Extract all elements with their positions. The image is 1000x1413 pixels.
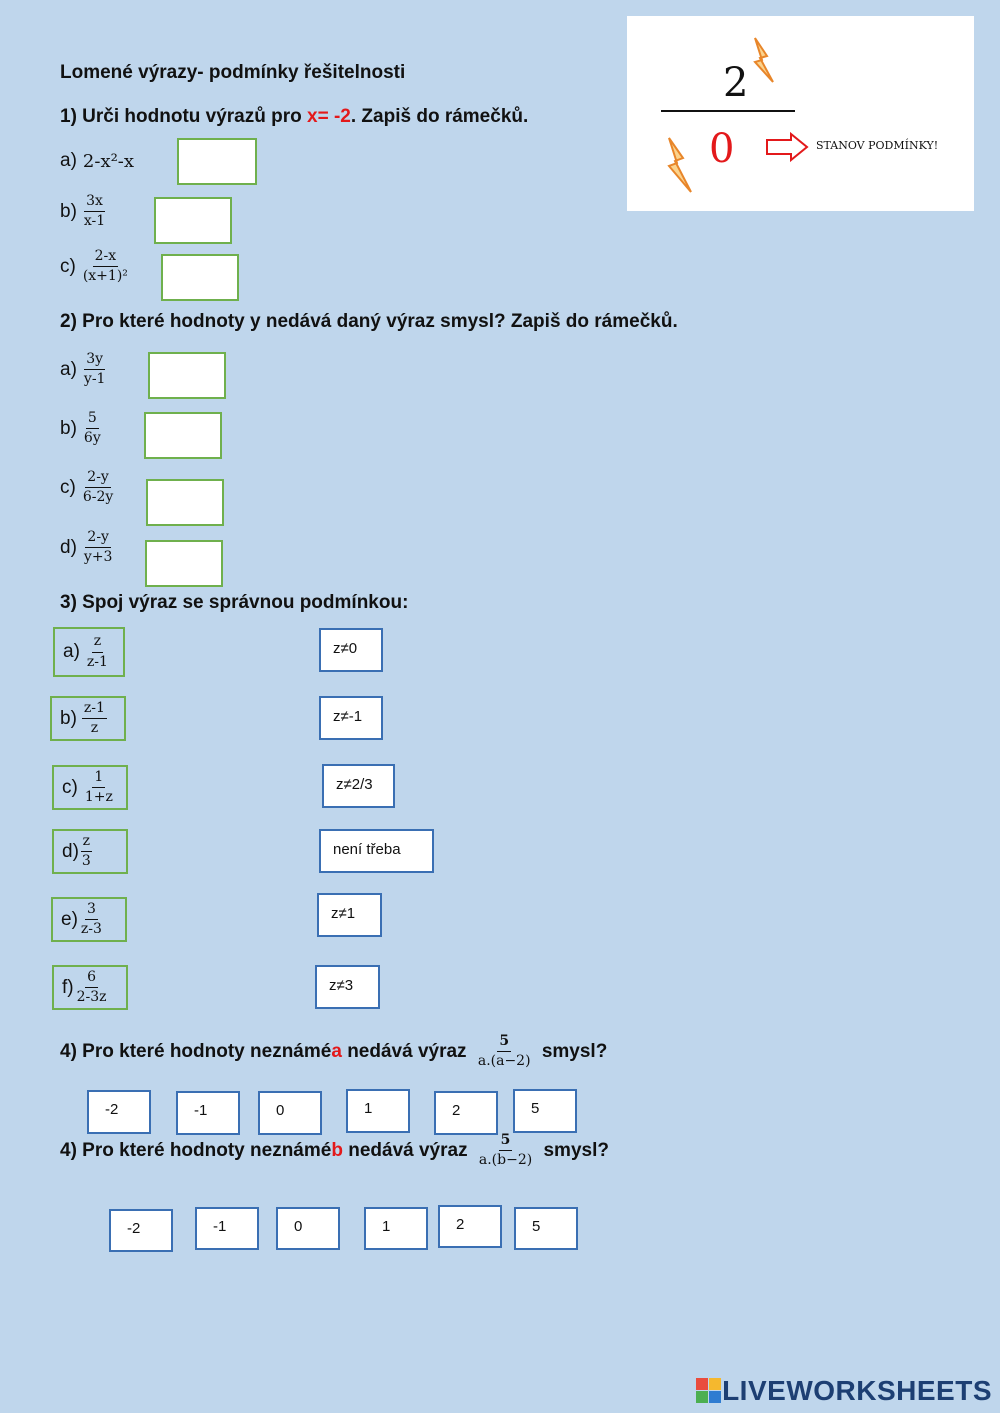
match-condition-6[interactable]: z≠3 [315,965,380,1009]
hint-caption: STANOV PODMÍNKY! [816,139,939,152]
match-expression-e[interactable]: e) $\frac{3}{z-3}$ [51,897,127,942]
task1-x-value: x= -2 [307,106,351,127]
answer-box-2c[interactable] [146,479,224,526]
task3-heading: 3) Spoj výraz se správnou podmínkou: [60,592,409,613]
task2-item-b: b) $\frac{5}{6y}$ [60,410,101,447]
task2-heading: 2) Pro které hodnoty y nedává daný výraz smysl? Zapiš do rámečků. [60,311,678,332]
hint-image [627,16,974,211]
fraction: $\frac{z}{3}$ [81,832,91,869]
match-condition-3[interactable]: z≠2/3 [322,764,395,808]
match-expression-a[interactable]: a) $\frac{z}{z-1}$ [53,627,125,677]
logo-text: LIVEWORKSHEETS [722,1375,992,1406]
fraction: $\frac{5}{a.(a-2)}$ [477,1033,531,1070]
option-a-3[interactable]: 0 [258,1091,322,1135]
task4b-heading: 4) Pro které hodnoty neznámé b nedává výraz $\frac{5}{a.(b-2)}$ smysl? [60,1132,609,1169]
option-b-6[interactable]: 5 [514,1207,578,1250]
option-b-5[interactable]: 2 [438,1205,502,1248]
task1-expression-a: 2-x²-x [82,150,135,172]
match-expression-f[interactable]: f) $\frac{6}{2-3z}$ [52,965,128,1010]
liveworksheets-logo [696,1375,992,1407]
fraction: $\frac{z}{z-1}$ [86,633,108,670]
match-expression-b[interactable]: b) $\frac{z-1}{z}$ [50,696,126,741]
fraction: $\frac{2-x}{\text{(x+1)²}}$ [82,248,128,285]
lightning-icon [755,38,773,82]
match-condition-2[interactable]: z≠-1 [319,696,383,740]
option-b-1[interactable]: -2 [109,1209,173,1252]
task2-item-d: d) $\frac{2-y}{y+3}$ [60,529,113,566]
option-b-4[interactable]: 1 [364,1207,428,1250]
option-a-4[interactable]: 1 [346,1089,410,1133]
logo-icon [696,1378,722,1404]
match-condition-5[interactable]: z≠1 [317,893,382,937]
match-expression-c[interactable]: c) $\frac{1}{1+z}$ [52,765,128,810]
worksheet-title: Lomené výrazy- podmínky řešitelnosti [60,62,406,83]
match-condition-1[interactable]: z≠0 [319,628,383,672]
task1-heading: 1) Urči hodnotu výrazů pro x= -2. Zapiš do rámečků. [60,106,529,127]
fraction: $\frac{5}{6y}$ [83,410,101,447]
fraction: $\frac{5}{a.(b-2)}$ [478,1132,533,1169]
answer-box-1b[interactable] [154,197,232,244]
task1-item-c: c) $\frac{2-x}{\text{(x+1)²}}$ [60,248,128,285]
hint-denominator: 0 [709,126,735,172]
answer-box-2a[interactable] [148,352,226,399]
fraction: $\frac{3}{z-3}$ [80,900,102,937]
task4a-variable: a [331,1040,342,1062]
hint-numerator: 2 [723,60,749,106]
option-a-6[interactable]: 5 [513,1089,577,1133]
answer-box-2b[interactable] [144,412,222,459]
fraction: $\frac{6}{2-3z}$ [76,968,107,1005]
task1-item-b: b) $\frac{3x}{x-1}$ [60,193,106,230]
arrow-right-icon [767,134,807,160]
task4a-heading: 4) Pro které hodnoty neznámé a nedává výraz $\frac{5}{a.(a-2)}$ smysl? [60,1033,608,1070]
option-a-2[interactable]: -1 [176,1091,240,1135]
fraction: $\frac{3y}{y-1}$ [83,351,106,388]
task4b-variable: b [331,1139,343,1161]
task1-item-a: a) 2-x²-x [60,150,135,172]
answer-box-2d[interactable] [145,540,223,587]
lightning-icon [669,138,691,192]
answer-box-1a[interactable] [177,138,257,185]
match-condition-4[interactable]: není třeba [319,829,434,873]
fraction: $\frac{3x}{x-1}$ [83,193,106,230]
task2-item-a: a) $\frac{3y}{y-1}$ [60,351,106,388]
option-b-2[interactable]: -1 [195,1207,259,1250]
hint-illustration [627,16,974,211]
fraction: $\frac{2-y}{y+3}$ [83,529,113,566]
fraction: $\frac{2-y}{6-2y}$ [82,469,114,506]
option-a-5[interactable]: 2 [434,1091,498,1135]
option-b-3[interactable]: 0 [276,1207,340,1250]
answer-box-1c[interactable] [161,254,239,301]
option-a-1[interactable]: -2 [87,1090,151,1134]
fraction: $\frac{z-1}{z}$ [83,699,105,736]
fraction: $\frac{1}{1+z}$ [84,768,113,805]
match-expression-d[interactable]: d) $\frac{z}{3}$ [52,829,128,874]
task2-item-c: c) $\frac{2-y}{6-2y}$ [60,469,114,506]
